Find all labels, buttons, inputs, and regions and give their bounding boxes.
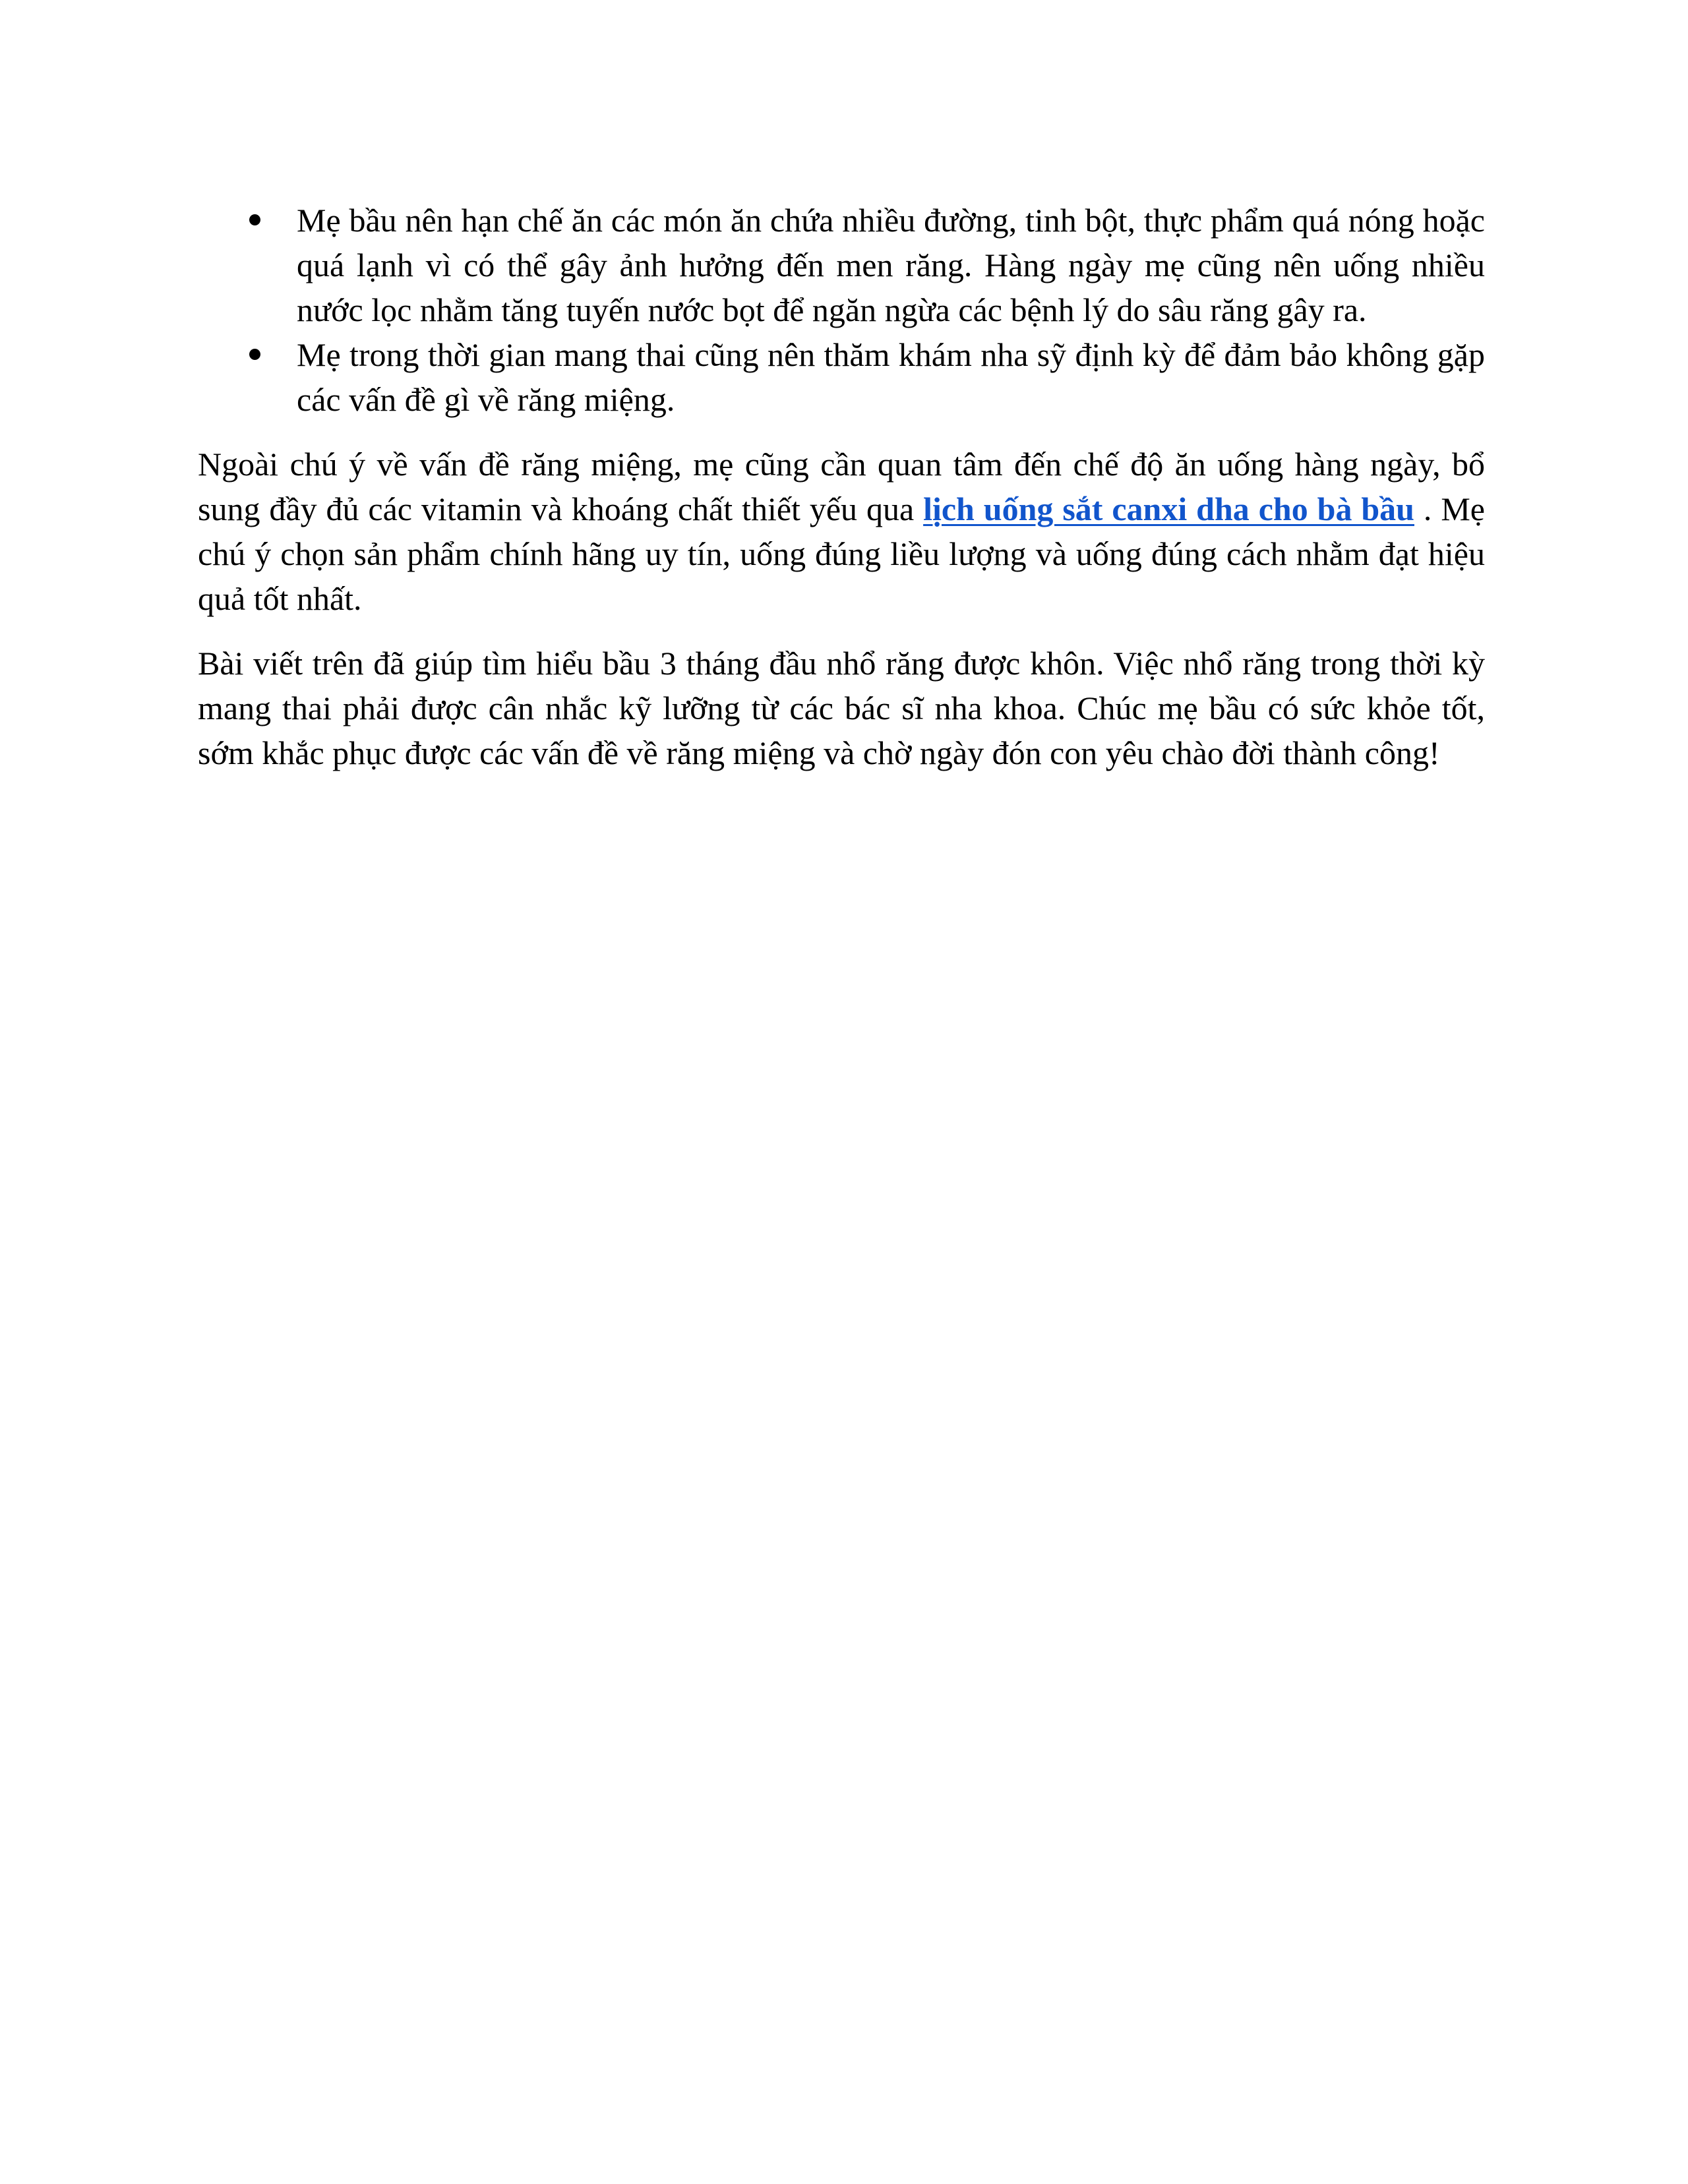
paragraph-nutrition — [198, 442, 1485, 621]
list-item — [198, 198, 1485, 332]
list-item — [198, 332, 1485, 422]
bullet-list — [198, 198, 1485, 422]
document-page — [198, 198, 1485, 775]
bullet-text: Mẹ trong thời gian mang thai cũng nên thăm khám nha sỹ định kỳ để đảm bảo không gặp các vấn đề gì về răng miệng. — [297, 336, 1485, 418]
bullet-icon — [249, 349, 260, 360]
paragraph-text-before-link: Ngoài chú ý về vấn đề răng miệng, mẹ cũng cần quan tâm đến chế độ ăn uống hàng ngày, bổ sung đầy đủ các vitamin và khoáng chất thiết yếu qua — [198, 446, 1485, 527]
bullet-text: Mẹ bầu nên hạn chế ăn các món ăn chứa nhiều đường, tinh bột, thực phẩm quá nóng hoặc quá lạnh vì có thể gây ảnh hưởng đến men răng. Hàng ngày mẹ cũng nên uống nhiều nước lọc nhằm tăng tuyến nước bọt để ngăn ngừa các bệnh lý do sâu răng gây ra. — [297, 202, 1485, 328]
bullet-icon — [249, 214, 260, 225]
paragraph-conclusion: Bài viết trên đã giúp tìm hiểu bầu 3 tháng đầu nhổ răng được khôn. Việc nhổ răng trong thời kỳ mang thai phải được cân nhắc kỹ lưỡng từ các bác sĩ nha khoa. Chúc mẹ bầu có sức khỏe tốt, sớm khắc phục được các vấn đề về răng miệng và chờ ngày đón con yêu chào đời thành công! — [198, 645, 1485, 771]
supplement-schedule-link[interactable]: lịch uống sắt canxi dha cho bà bầu — [923, 490, 1414, 527]
paragraph-text-after-link: . Mẹ chú ý chọn sản phẩm chính hãng uy tín, uống đúng liều lượng và uống đúng cách nhằm đạt hiệu quả tốt nhất. — [198, 490, 1486, 617]
